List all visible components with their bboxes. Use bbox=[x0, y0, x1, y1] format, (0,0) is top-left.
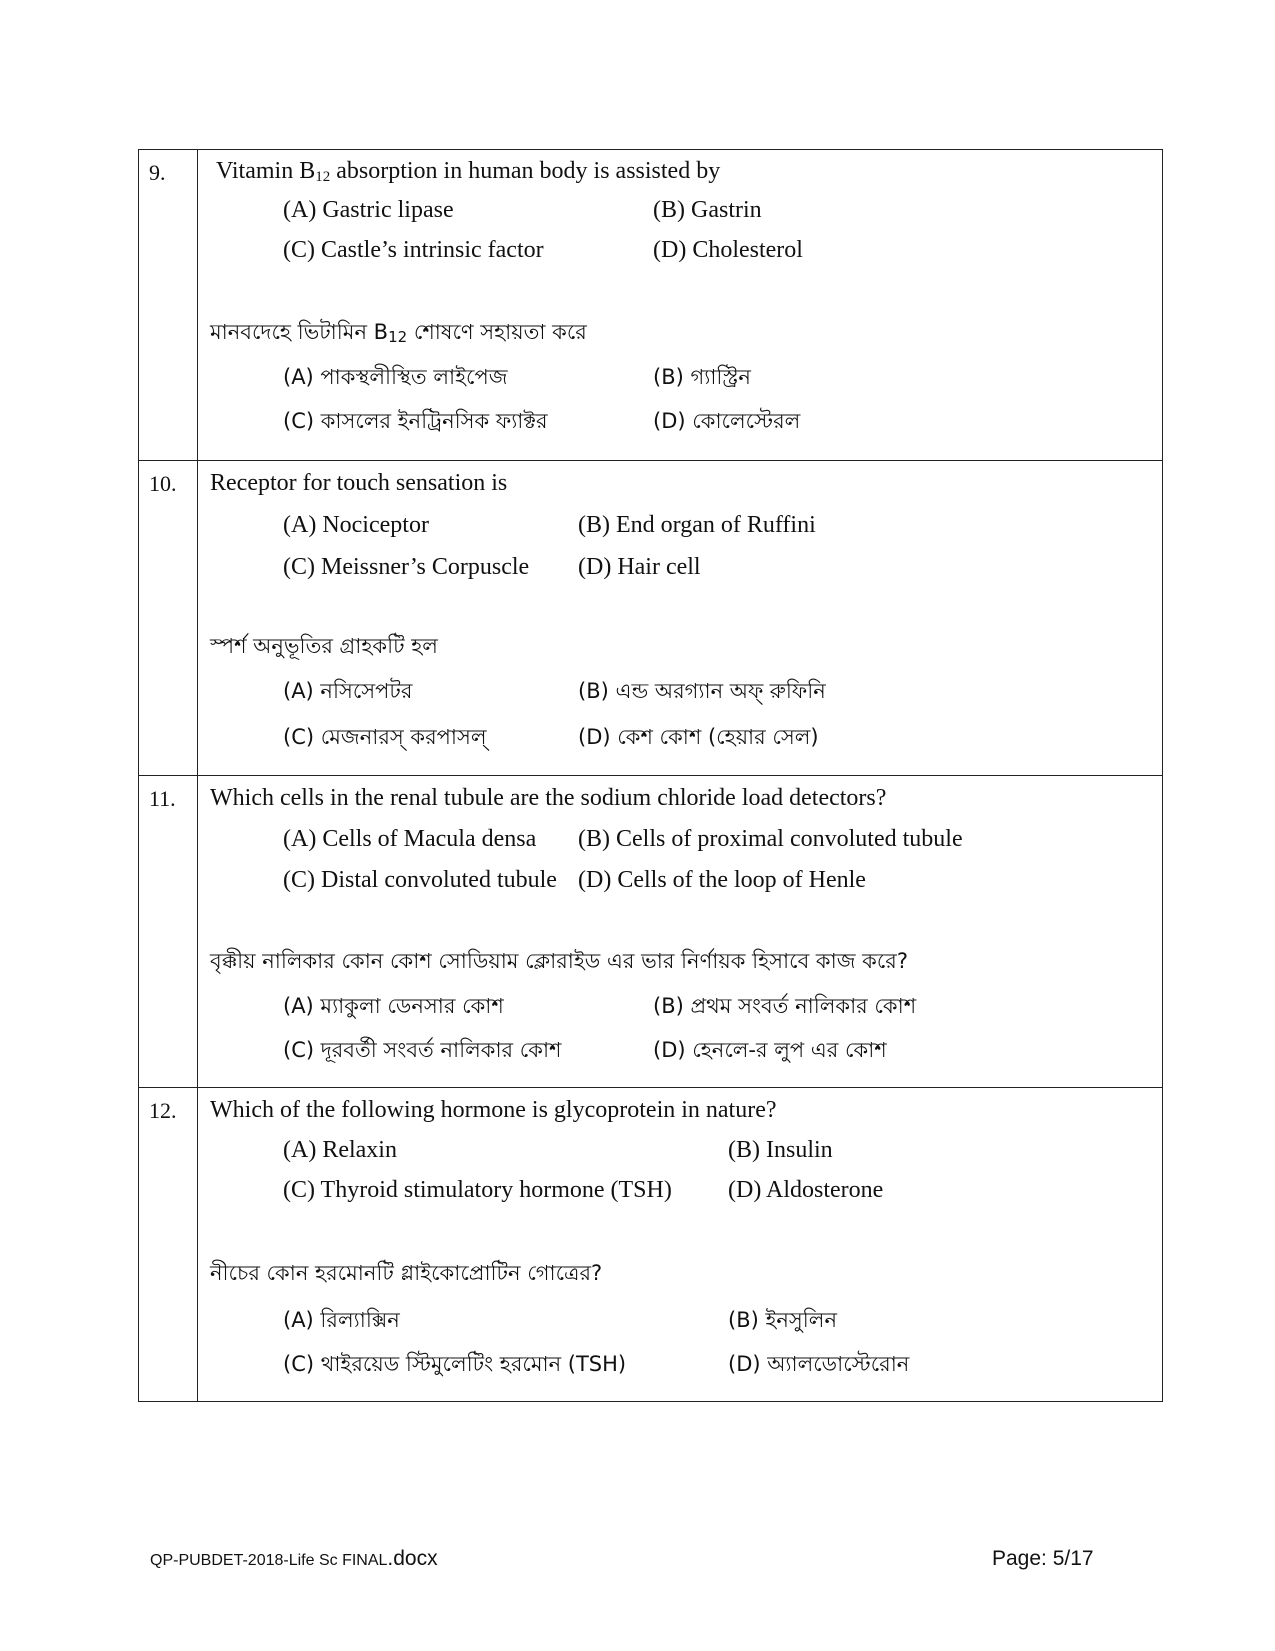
option-d-en: (D) Aldosterone bbox=[728, 1177, 884, 1203]
option-d-en: (D) Cells of the loop of Henle bbox=[578, 867, 866, 893]
question-number: 12. bbox=[149, 1098, 177, 1123]
option-b-bn: (B) গ্যাস্ট্রিন bbox=[653, 365, 751, 389]
question-stem-en: Receptor for touch sensation is bbox=[210, 470, 508, 496]
option-a-bn: (A) পাকস্থলীস্থিত লাইপেজ bbox=[283, 365, 508, 389]
question-stem-en: Which cells in the renal tubule are the sodium chloride load detectors? bbox=[210, 785, 887, 811]
option-d-bn: (D) অ্যালডোস্টেরোন bbox=[728, 1352, 910, 1376]
option-c-en: (C) Thyroid stimulatory hormone (TSH) bbox=[283, 1177, 672, 1203]
question-content-cell bbox=[198, 461, 1163, 776]
option-c-en: (C) Castle’s intrinsic factor bbox=[283, 237, 544, 263]
question-content-cell bbox=[198, 1088, 1163, 1402]
option-b-en: (B) Gastrin bbox=[653, 197, 762, 223]
question-content-cell bbox=[198, 776, 1163, 1088]
question-number-cell bbox=[139, 461, 198, 776]
question-row-11 bbox=[139, 776, 1163, 1088]
question-table bbox=[138, 149, 1163, 1402]
option-a-en: (A) Nociceptor bbox=[283, 512, 429, 538]
option-b-bn: (B) ইনসুলিন bbox=[728, 1308, 837, 1332]
option-c-bn: (C) থাইরয়েড স্টিমুলেটিং হরমোন (TSH) bbox=[283, 1352, 627, 1376]
question-content-cell bbox=[198, 150, 1163, 461]
question-number: 9. bbox=[149, 160, 166, 185]
question-stem-en: Which of the following hormone is glycoprotein in nature? bbox=[210, 1097, 777, 1123]
question-number: 10. bbox=[149, 471, 177, 496]
option-d-bn: (D) হেনলে-র লুপ এর কোশ bbox=[653, 1038, 887, 1062]
option-d-en: (D) Hair cell bbox=[578, 554, 701, 580]
footer-filename: QP-PUBDET-2018-Life Sc FINAL.docx bbox=[150, 1547, 438, 1570]
question-row-9 bbox=[139, 150, 1163, 461]
option-d-bn: (D) কেশ কোশ (হেয়ার সেল) bbox=[578, 725, 819, 749]
footer-page-number: Page: 5/17 bbox=[992, 1547, 1094, 1570]
option-b-bn: (B) প্রথম সংবর্ত নালিকার কোশ bbox=[653, 994, 917, 1018]
option-c-bn: (C) মেজনারস্ করপাসল্ bbox=[283, 725, 487, 749]
option-a-en: (A) Gastric lipase bbox=[283, 197, 454, 223]
option-d-en: (D) Cholesterol bbox=[653, 237, 803, 263]
option-a-bn: (A) নসিসেপটর bbox=[283, 679, 413, 703]
question-stem-bn: মানবদেহে ভিটামিন $B_{12}$ শোষণে সহায়তা করে bbox=[210, 320, 587, 346]
option-b-en: (B) Insulin bbox=[728, 1137, 833, 1163]
option-b-en: (B) Cells of proximal convoluted tubule bbox=[578, 826, 963, 852]
option-a-bn: (A) রিল্যাক্সিন bbox=[283, 1308, 400, 1332]
question-number-cell bbox=[139, 776, 198, 1088]
option-b-en: (B) End organ of Ruffini bbox=[578, 512, 816, 538]
option-c-bn: (C) দূরবর্তী সংবর্ত নালিকার কোশ bbox=[283, 1038, 562, 1062]
question-stem-bn: বৃক্কীয় নালিকার কোন কোশ সোডিয়াম ক্লোরাইড এর ভার নির্ণায়ক হিসাবে কাজ করে? bbox=[210, 949, 908, 973]
question-stem-en: Vitamin $B_{12}$ absorption in human body is assisted by bbox=[216, 158, 721, 185]
question-row-10 bbox=[139, 461, 1163, 776]
question-stem-bn: নীচের কোন হরমোনটি গ্লাইকোপ্রোটিন গোত্রের? bbox=[210, 1261, 603, 1285]
option-a-bn: (A) ম্যাকুলা ডেনসার কোশ bbox=[283, 994, 504, 1018]
option-a-en: (A) Relaxin bbox=[283, 1137, 397, 1163]
question-number-cell bbox=[139, 150, 198, 461]
option-c-en: (C) Meissner’s Corpuscle bbox=[283, 554, 530, 580]
question-number-cell bbox=[139, 1088, 198, 1402]
option-c-bn: (C) কাসলের ইনট্রিনসিক ফ্যাক্টর bbox=[283, 409, 548, 433]
option-d-bn: (D) কোলেস্টেরল bbox=[653, 409, 801, 433]
option-a-en: (A) Cells of Macula densa bbox=[283, 826, 537, 852]
option-b-bn: (B) এন্ড অরগ্যান অফ্ রুফিনি bbox=[578, 679, 826, 703]
question-row-12 bbox=[139, 1088, 1163, 1402]
question-stem-bn: স্পর্শ অনুভূতির গ্রাহকটি হল bbox=[210, 634, 438, 658]
question-number: 11. bbox=[149, 786, 176, 811]
option-c-en: (C) Distal convoluted tubule bbox=[283, 867, 557, 893]
